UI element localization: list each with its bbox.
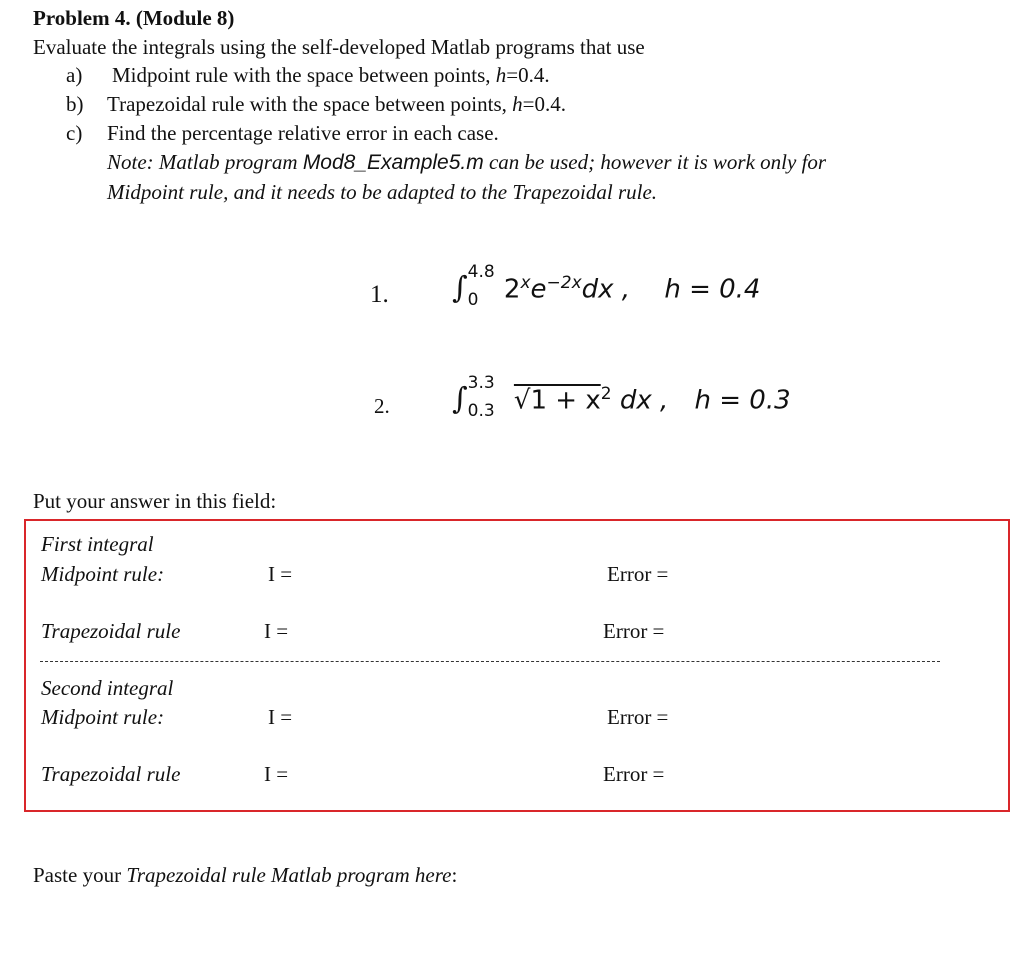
first-integral-heading: First integral	[41, 532, 154, 556]
integral-sign: ∫	[452, 270, 468, 306]
problem-intro: Evaluate the integrals using the self-developed Matlab programs that use	[33, 35, 645, 59]
program-name: Mod8_Example5.m	[302, 151, 484, 174]
item-a-text: Midpoint rule with the space between points, h=0.4.	[112, 63, 550, 87]
second-trap-I[interactable]: I =	[264, 762, 289, 786]
second-midpoint-error[interactable]: Error =	[607, 705, 669, 729]
first-midpoint-label: Midpoint rule:	[41, 562, 165, 586]
first-trap-error[interactable]: Error =	[603, 619, 665, 643]
problem-title: Problem 4. (Module 8)	[33, 6, 235, 30]
paste-prompt: Paste your Trapezoidal rule Matlab program here:	[33, 863, 458, 887]
second-midpoint-I[interactable]: I =	[268, 705, 293, 729]
equation-1: ∫ 4.8 0 $2^xe^{-2x}dx$ , h = 0.4	[452, 262, 761, 310]
first-trap-label: Trapezoidal rule	[41, 619, 181, 643]
second-integral-heading: Second integral	[41, 676, 174, 700]
second-trap-label: Trapezoidal rule	[41, 762, 181, 786]
equation-1-number: 1.	[370, 281, 389, 308]
first-trap-I[interactable]: I =	[264, 619, 289, 643]
second-midpoint-label: Midpoint rule:	[41, 705, 165, 729]
equation-2: ∫ 3.3 0.3 $√1 + x^2$ dx , h = 0.3	[452, 373, 791, 421]
note-line-1: Note: Matlab program Mod8_Example5.m can be used; however it is work only for	[107, 150, 827, 174]
second-trap-error[interactable]: Error =	[603, 762, 665, 786]
item-c-letter: c)	[66, 121, 83, 145]
section-divider	[40, 661, 940, 662]
item-b-text: Trapezoidal rule with the space between points, h=0.4.	[107, 92, 566, 116]
first-midpoint-I[interactable]: I =	[268, 562, 293, 586]
equation-2-number: 2.	[374, 394, 390, 418]
note-line-2: Midpoint rule, and it needs to be adapted to the Trapezoidal rule.	[107, 180, 658, 204]
integral-sign: ∫	[452, 381, 468, 417]
item-a-letter: a)	[66, 63, 83, 87]
answer-prompt: Put your answer in this field:	[33, 489, 277, 513]
item-c-text: Find the percentage relative error in each case.	[107, 121, 499, 145]
item-b-letter: b)	[66, 92, 84, 116]
first-midpoint-error[interactable]: Error =	[607, 562, 669, 586]
